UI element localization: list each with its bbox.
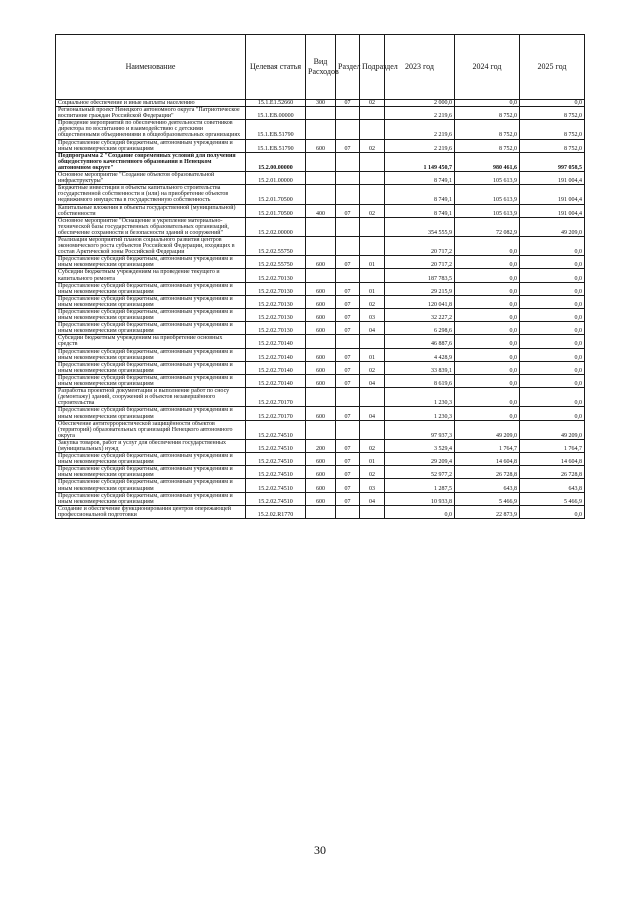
table-row — [56, 348, 585, 361]
header-name: Наименование — [56, 35, 246, 100]
cell-year-2025: 49 209,0 — [520, 420, 585, 439]
cell-name: Создание и обеспечение функционирования центров опережающей профессиональной подготовки — [56, 505, 246, 518]
cell-expense-type — [306, 420, 336, 439]
cell-year-2024: 0,0 — [455, 335, 520, 348]
header-target-article: Целевая статья — [246, 35, 306, 100]
table-row — [56, 439, 585, 452]
cell-name: Предоставление субсидий бюджетным, автономным учреждениям и иным некоммерческим организациям — [56, 492, 246, 505]
table-row — [56, 172, 585, 185]
table-row — [56, 361, 585, 374]
table-row — [56, 453, 585, 466]
cell-section: 07 — [336, 256, 360, 269]
cell-year-2023: 20 717,2 — [385, 236, 455, 255]
cell-target-article: 15.2.02.70130 — [246, 322, 306, 335]
cell-year-2025: 8 752,0 — [520, 139, 585, 152]
table-row — [56, 256, 585, 269]
cell-year-2024: 0,0 — [455, 407, 520, 420]
cell-year-2024: 0,0 — [455, 295, 520, 308]
cell-section — [336, 388, 360, 407]
cell-year-2024: 643,8 — [455, 479, 520, 492]
cell-name: Основное мероприятие "Оснащение и укрепление материально-технической базы государственных образовательных организаций, обеспечение сохранности и безопасности зданий и сооружений" — [56, 217, 246, 236]
cell-year-2024: 0,0 — [455, 348, 520, 361]
cell-subsection: 01 — [360, 256, 385, 269]
cell-target-article: 15.2.02.70130 — [246, 269, 306, 282]
cell-target-article: 15.2.02.00000 — [246, 217, 306, 236]
table-row — [56, 100, 585, 107]
cell-year-2024: 8 752,0 — [455, 120, 520, 139]
cell-year-2024: 8 752,0 — [455, 139, 520, 152]
cell-subsection: 01 — [360, 453, 385, 466]
table-row — [56, 505, 585, 518]
cell-expense-type: 600 — [306, 466, 336, 479]
cell-section: 07 — [336, 453, 360, 466]
cell-name: Предоставление субсидий бюджетным, автономным учреждениям и иным некоммерческим организациям — [56, 295, 246, 308]
cell-year-2024: 105 613,9 — [455, 172, 520, 185]
cell-year-2024: 0,0 — [455, 388, 520, 407]
cell-target-article: 15.2.02.70130 — [246, 309, 306, 322]
cell-target-article: 15.2.01.70500 — [246, 204, 306, 217]
cell-name: Бюджетные инвестиции в объекты капитального строительства государственной собственности и (или) на приобретение объектов недвижимого имущества в государственную собственность — [56, 185, 246, 204]
cell-year-2023: 1 230,3 — [385, 407, 455, 420]
cell-section — [336, 236, 360, 255]
cell-name: Проведение мероприятий по обеспечению деятельности советников директора по воспитанию и взаимодействию с детскими общественными объединениями в общеобразовательных организациях — [56, 120, 246, 139]
cell-subsection: 03 — [360, 309, 385, 322]
table-row — [56, 269, 585, 282]
cell-expense-type: 600 — [306, 361, 336, 374]
cell-subsection: 04 — [360, 407, 385, 420]
cell-section — [336, 185, 360, 204]
cell-year-2023: 354 555,9 — [385, 217, 455, 236]
cell-target-article: 15.2.02.55750 — [246, 236, 306, 255]
cell-year-2023: 2 219,6 — [385, 139, 455, 152]
cell-target-article: 15.2.02.70130 — [246, 282, 306, 295]
cell-year-2025: 0,0 — [520, 282, 585, 295]
header-section: Раздел — [336, 35, 360, 100]
cell-expense-type — [306, 236, 336, 255]
cell-target-article: 15.2.02.55750 — [246, 256, 306, 269]
cell-section: 07 — [336, 374, 360, 387]
cell-subsection: 03 — [360, 479, 385, 492]
table-row — [56, 295, 585, 308]
cell-year-2025: 0,0 — [520, 309, 585, 322]
cell-year-2025: 1 764,7 — [520, 439, 585, 452]
cell-target-article: 15.2.01.70500 — [246, 185, 306, 204]
cell-target-article: 15.2.02.74510 — [246, 492, 306, 505]
cell-expense-type: 400 — [306, 204, 336, 217]
cell-subsection — [360, 172, 385, 185]
cell-expense-type — [306, 120, 336, 139]
cell-year-2023: 2 219,6 — [385, 120, 455, 139]
cell-subsection: 02 — [360, 361, 385, 374]
table-row — [56, 420, 585, 439]
table-row — [56, 492, 585, 505]
cell-year-2024: 0,0 — [455, 236, 520, 255]
cell-expense-type: 600 — [306, 407, 336, 420]
cell-section — [336, 420, 360, 439]
cell-year-2025: 191 004,4 — [520, 172, 585, 185]
header-expense-type: Вид Расходов — [306, 35, 336, 100]
cell-expense-type — [306, 185, 336, 204]
cell-year-2023: 3 529,4 — [385, 439, 455, 452]
cell-year-2023: 120 041,8 — [385, 295, 455, 308]
cell-subsection — [360, 120, 385, 139]
cell-subsection — [360, 236, 385, 255]
cell-subsection — [360, 152, 385, 171]
cell-section: 07 — [336, 139, 360, 152]
cell-expense-type: 600 — [306, 309, 336, 322]
cell-name: Обеспечение антитеррористической защищённости объектов (территорий) образовательных организаций Ненецкого автономного округа — [56, 420, 246, 439]
cell-year-2024: 5 466,9 — [455, 492, 520, 505]
cell-year-2023: 52 977,2 — [385, 466, 455, 479]
cell-year-2023: 32 227,2 — [385, 309, 455, 322]
cell-subsection — [360, 269, 385, 282]
cell-section: 07 — [336, 407, 360, 420]
cell-year-2023: 1 287,5 — [385, 479, 455, 492]
cell-target-article: 15.2.02.70140 — [246, 348, 306, 361]
cell-year-2024: 72 082,9 — [455, 217, 520, 236]
cell-name: Реализация мероприятий планов социального развития центров экономического роста субъектов Российской Федерации, входящих в состав Арктической зоны Российской Федерации — [56, 236, 246, 255]
cell-name: Предоставление субсидий бюджетным, автономным учреждениям и иным некоммерческим организациям — [56, 361, 246, 374]
cell-subsection — [360, 335, 385, 348]
cell-year-2025: 0,0 — [520, 505, 585, 518]
cell-year-2023: 10 933,8 — [385, 492, 455, 505]
table-row — [56, 466, 585, 479]
cell-name: Предоставление субсидий бюджетным, автономным учреждениям и иным некоммерческим организациям — [56, 453, 246, 466]
cell-year-2025: 0,0 — [520, 100, 585, 107]
cell-section — [336, 120, 360, 139]
cell-subsection: 02 — [360, 204, 385, 217]
cell-name: Предоставление субсидий бюджетным, автономным учреждениям и иным некоммерческим организациям — [56, 479, 246, 492]
cell-section — [336, 505, 360, 518]
cell-expense-type: 600 — [306, 453, 336, 466]
cell-target-article: 15.2.02.70140 — [246, 374, 306, 387]
cell-name: Предоставление субсидий бюджетным, автономным учреждениям и иным некоммерческим организациям — [56, 348, 246, 361]
cell-year-2024: 22 873,9 — [455, 505, 520, 518]
cell-subsection — [360, 420, 385, 439]
cell-target-article: 15.2.02.70140 — [246, 335, 306, 348]
cell-year-2024: 0,0 — [455, 269, 520, 282]
cell-year-2023: 1 230,3 — [385, 388, 455, 407]
table-row — [56, 204, 585, 217]
cell-section — [336, 269, 360, 282]
cell-year-2023: 0,0 — [385, 505, 455, 518]
cell-year-2025: 997 058,5 — [520, 152, 585, 171]
cell-expense-type: 600 — [306, 374, 336, 387]
cell-year-2024: 14 604,8 — [455, 453, 520, 466]
cell-expense-type — [306, 217, 336, 236]
cell-name: Субсидии бюджетным учреждениям на проведение текущего и капитального ремонта — [56, 269, 246, 282]
cell-year-2023: 6 298,6 — [385, 322, 455, 335]
cell-year-2023: 29 215,9 — [385, 282, 455, 295]
cell-section — [336, 217, 360, 236]
cell-year-2024: 0,0 — [455, 282, 520, 295]
cell-year-2024: 1 764,7 — [455, 439, 520, 452]
cell-name: Предоставление субсидий бюджетным, автономным учреждениям и иным некоммерческим организациям — [56, 309, 246, 322]
cell-expense-type: 600 — [306, 139, 336, 152]
cell-year-2023: 4 428,9 — [385, 348, 455, 361]
cell-subsection: 01 — [360, 348, 385, 361]
cell-name: Предоставление субсидий бюджетным, автономным учреждениям и иным некоммерческим организациям — [56, 466, 246, 479]
cell-expense-type: 200 — [306, 439, 336, 452]
cell-subsection — [360, 185, 385, 204]
cell-year-2024: 105 613,9 — [455, 185, 520, 204]
cell-year-2023: 187 783,5 — [385, 269, 455, 282]
cell-name: Предоставление субсидий бюджетным, автономным учреждениям и иным некоммерческим организациям — [56, 139, 246, 152]
cell-section: 07 — [336, 322, 360, 335]
cell-target-article: 15.2.01.00000 — [246, 172, 306, 185]
cell-year-2025: 0,0 — [520, 295, 585, 308]
cell-year-2025: 0,0 — [520, 361, 585, 374]
cell-expense-type — [306, 388, 336, 407]
cell-year-2025: 0,0 — [520, 407, 585, 420]
cell-year-2024: 26 728,8 — [455, 466, 520, 479]
cell-expense-type — [306, 152, 336, 171]
cell-section — [336, 107, 360, 120]
cell-name: Основное мероприятие "Создание объектов образовательной инфраструктуры" — [56, 172, 246, 185]
header-year-2024: 2024 год — [455, 35, 520, 100]
cell-name: Предоставление субсидий бюджетным, автономным учреждениям и иным некоммерческим организациям — [56, 374, 246, 387]
cell-target-article: 15.2.02.70140 — [246, 361, 306, 374]
table-row — [56, 479, 585, 492]
cell-expense-type — [306, 335, 336, 348]
cell-name: Подпрограмма 2 "Создание современных условий для получения общедоступного качественного образования в Ненецком автономном округе" — [56, 152, 246, 171]
cell-subsection — [360, 107, 385, 120]
cell-year-2023: 2 000,0 — [385, 100, 455, 107]
cell-section: 07 — [336, 204, 360, 217]
cell-target-article: 15.1.ЕВ.51790 — [246, 120, 306, 139]
table-row — [56, 335, 585, 348]
cell-year-2024: 0,0 — [455, 309, 520, 322]
cell-name: Субсидии бюджетным учреждениям на приобретение основных средств — [56, 335, 246, 348]
cell-expense-type — [306, 269, 336, 282]
cell-name: Предоставление субсидий бюджетным, автономным учреждениям и иным некоммерческим организациям — [56, 256, 246, 269]
cell-year-2024: 0,0 — [455, 322, 520, 335]
cell-subsection: 04 — [360, 374, 385, 387]
cell-year-2025: 26 728,8 — [520, 466, 585, 479]
cell-expense-type: 600 — [306, 295, 336, 308]
cell-target-article: 15.2.02.74510 — [246, 479, 306, 492]
cell-name: Разработка проектной документации и выполнение работ по сносу (демонтажу) зданий, сооружений и объектов незавершённого строительства — [56, 388, 246, 407]
cell-year-2025: 0,0 — [520, 388, 585, 407]
table-row — [56, 322, 585, 335]
cell-year-2024: 0,0 — [455, 374, 520, 387]
cell-target-article: 15.2.02.74510 — [246, 420, 306, 439]
cell-target-article: 15.2.02.70130 — [246, 295, 306, 308]
cell-year-2023: 8 749,1 — [385, 185, 455, 204]
cell-subsection: 02 — [360, 100, 385, 107]
cell-year-2023: 8 749,1 — [385, 172, 455, 185]
cell-year-2023: 1 149 450,7 — [385, 152, 455, 171]
cell-target-article: 15.2.02.70170 — [246, 407, 306, 420]
budget-table — [55, 34, 585, 519]
cell-year-2023: 33 839,1 — [385, 361, 455, 374]
cell-year-2024: 980 461,6 — [455, 152, 520, 171]
cell-target-article: 15.2.00.00000 — [246, 152, 306, 171]
cell-name: Капитальные вложения в объекты государственной (муниципальной) собственности — [56, 204, 246, 217]
cell-target-article: 15.2.02.74510 — [246, 466, 306, 479]
cell-target-article: 15.1.ЕВ.00000 — [246, 107, 306, 120]
cell-subsection — [360, 217, 385, 236]
cell-year-2025: 0,0 — [520, 269, 585, 282]
table-header-row — [56, 35, 585, 100]
cell-name: Закупка товаров, работ и услуг для обеспечения государственных (муниципальных) нужд — [56, 439, 246, 452]
cell-year-2023: 2 219,6 — [385, 107, 455, 120]
cell-section: 07 — [336, 361, 360, 374]
cell-section: 07 — [336, 282, 360, 295]
cell-year-2023: 8 619,6 — [385, 374, 455, 387]
cell-subsection: 02 — [360, 466, 385, 479]
cell-subsection: 02 — [360, 295, 385, 308]
table-row — [56, 374, 585, 387]
cell-expense-type — [306, 505, 336, 518]
cell-expense-type: 600 — [306, 479, 336, 492]
cell-year-2025: 8 752,0 — [520, 120, 585, 139]
cell-year-2023: 29 209,4 — [385, 453, 455, 466]
cell-target-article: 15.1.ЕВ.51790 — [246, 139, 306, 152]
cell-year-2025: 191 004,4 — [520, 204, 585, 217]
cell-year-2025: 8 752,0 — [520, 107, 585, 120]
cell-year-2024: 49 209,0 — [455, 420, 520, 439]
table-row — [56, 407, 585, 420]
cell-year-2024: 0,0 — [455, 100, 520, 107]
table-row — [56, 236, 585, 255]
cell-target-article: 15.2.02.R1770 — [246, 505, 306, 518]
table-row — [56, 152, 585, 171]
cell-target-article: 15.1.Е1.52660 — [246, 100, 306, 107]
cell-expense-type: 600 — [306, 282, 336, 295]
cell-year-2025: 49 209,0 — [520, 217, 585, 236]
cell-year-2023: 46 887,6 — [385, 335, 455, 348]
cell-year-2023: 97 937,3 — [385, 420, 455, 439]
cell-year-2025: 0,0 — [520, 256, 585, 269]
table-row — [56, 217, 585, 236]
cell-section: 07 — [336, 492, 360, 505]
cell-year-2025: 5 466,9 — [520, 492, 585, 505]
cell-target-article: 15.2.02.70170 — [246, 388, 306, 407]
cell-subsection — [360, 505, 385, 518]
cell-year-2024: 8 752,0 — [455, 107, 520, 120]
cell-subsection — [360, 388, 385, 407]
cell-year-2024: 0,0 — [455, 256, 520, 269]
cell-subsection: 02 — [360, 139, 385, 152]
cell-year-2025: 0,0 — [520, 236, 585, 255]
cell-section: 07 — [336, 466, 360, 479]
table-row — [56, 282, 585, 295]
cell-subsection: 02 — [360, 439, 385, 452]
cell-name: Предоставление субсидий бюджетным, автономным учреждениям и иным некоммерческим организациям — [56, 282, 246, 295]
cell-year-2025: 0,0 — [520, 322, 585, 335]
cell-target-article: 15.2.02.74510 — [246, 453, 306, 466]
cell-name: Региональный проект Ненецкого автономного округа "Патриотическое воспитание граждан Российской Федерации" — [56, 107, 246, 120]
cell-year-2024: 105 613,9 — [455, 204, 520, 217]
cell-section: 07 — [336, 439, 360, 452]
cell-year-2023: 8 749,1 — [385, 204, 455, 217]
table-row — [56, 388, 585, 407]
cell-expense-type: 600 — [306, 492, 336, 505]
cell-section — [336, 172, 360, 185]
cell-target-article: 15.2.02.74510 — [246, 439, 306, 452]
cell-year-2025: 14 604,8 — [520, 453, 585, 466]
table-row — [56, 120, 585, 139]
cell-expense-type: 600 — [306, 348, 336, 361]
cell-name: Социальное обеспечение и иные выплаты населению — [56, 100, 246, 107]
cell-section: 07 — [336, 100, 360, 107]
cell-year-2025: 0,0 — [520, 335, 585, 348]
cell-subsection: 04 — [360, 492, 385, 505]
cell-year-2025: 0,0 — [520, 348, 585, 361]
cell-section — [336, 335, 360, 348]
cell-expense-type: 300 — [306, 100, 336, 107]
cell-section: 07 — [336, 295, 360, 308]
cell-section: 07 — [336, 348, 360, 361]
cell-section: 07 — [336, 479, 360, 492]
cell-year-2025: 643,8 — [520, 479, 585, 492]
cell-name: Предоставление субсидий бюджетным, автономным учреждениям и иным некоммерческим организациям — [56, 322, 246, 335]
cell-expense-type: 600 — [306, 256, 336, 269]
cell-expense-type: 600 — [306, 322, 336, 335]
header-subsection: Подраздел — [360, 35, 385, 100]
table-row — [56, 139, 585, 152]
cell-subsection: 01 — [360, 282, 385, 295]
cell-year-2024: 0,0 — [455, 361, 520, 374]
cell-year-2023: 20 717,2 — [385, 256, 455, 269]
cell-expense-type — [306, 107, 336, 120]
header-year-2023: 2023 год — [385, 35, 455, 100]
page-number: 30 — [314, 843, 326, 857]
table-row — [56, 309, 585, 322]
header-year-2025: 2025 год — [520, 35, 585, 100]
cell-section: 07 — [336, 309, 360, 322]
cell-name: Предоставление субсидий бюджетным, автономным учреждениям и иным некоммерческим организациям — [56, 407, 246, 420]
cell-year-2025: 191 004,4 — [520, 185, 585, 204]
cell-year-2025: 0,0 — [520, 374, 585, 387]
table-row — [56, 185, 585, 204]
table-row — [56, 107, 585, 120]
cell-section — [336, 152, 360, 171]
cell-subsection: 04 — [360, 322, 385, 335]
cell-expense-type — [306, 172, 336, 185]
